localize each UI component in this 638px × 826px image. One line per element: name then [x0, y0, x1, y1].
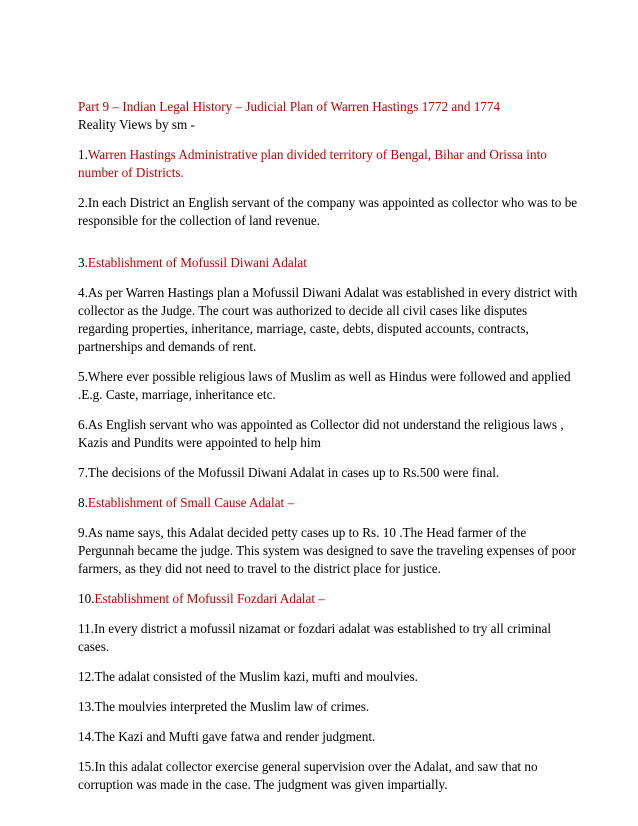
- paragraph-8: [78, 494, 578, 512]
- document-page: [78, 98, 578, 794]
- section-heading-diwani: Establishment of Mofussil Diwani Adalat: [87, 255, 307, 270]
- paragraph-10-number: 10.: [78, 591, 95, 606]
- paragraph-13: 13.The moulvies interpreted the Muslim law of crimes.: [78, 699, 370, 714]
- paragraph-4: 4.As per Warren Hastings plan a Mofussil Diwani Adalat was established in every district with collector as the Judge. The court was authorized to decide all civil cases like disputes regarding properties, inheritance, marriage, caste, debts, disputed accounts, contracts, partnerships and demands of rent.: [78, 285, 578, 354]
- paragraph-2: 2.In each District an English servant of the company was appointed as collector who was to be responsible for the collection of land revenue.: [78, 195, 578, 228]
- paragraph-14: 14.The Kazi and Mufti gave fatwa and render judgment.: [78, 729, 376, 744]
- paragraph-10: [78, 590, 578, 608]
- paragraph-1-heading: Warren Hastings Administrative plan divided territory of Bengal, Bihar and Orissa into number of Districts.: [78, 147, 547, 180]
- paragraph-12: 12.The adalat consisted of the Muslim kazi, mufti and moulvies.: [78, 669, 418, 684]
- paragraph-8-number: 8.: [78, 495, 88, 510]
- byline: Reality Views by sm -: [78, 117, 195, 132]
- paragraph-1: [78, 146, 578, 182]
- paragraph-5: 5.Where ever possible religious laws of Muslim as well as Hindus were followed and applied .E.g. Caste, marriage, inheritance etc.: [78, 369, 571, 402]
- paragraph-9: 9.As name says, this Adalat decided petty cases up to Rs. 10 .The Head farmer of the Pergunnah became the judge. This system was designed to save the traveling expenses of poor farmers, as they did not need to travel to the district place for justice.: [78, 525, 576, 576]
- paragraph-1-number: 1.: [78, 147, 88, 162]
- paragraph-15: 15.In this adalat collector exercise general supervision over the Adalat, and saw that no corruption was made in the case. The judgment was given impartially.: [78, 759, 538, 792]
- document-title: Part 9 – Indian Legal History – Judicial Plan of Warren Hastings 1772 and 1774: [78, 99, 501, 114]
- paragraph-6: 6.As English servant who was appointed as Collector did not understand the religious laws , Kazis and Pundits were appointed to help him: [78, 417, 564, 450]
- paragraph-3-number: 3.: [78, 255, 88, 270]
- paragraph-7: 7.The decisions of the Mofussil Diwani Adalat in cases up to Rs.500 were final.: [78, 465, 500, 480]
- section-heading-fozdari: Establishment of Mofussil Fozdari Adalat –: [94, 591, 325, 606]
- paragraph-11: 11.In every district a mofussil nizamat or fozdari adalat was established to try all criminal cases.: [78, 621, 552, 654]
- paragraph-3: [78, 254, 578, 272]
- section-heading-small-cause: Establishment of Small Cause Adalat –: [87, 495, 295, 510]
